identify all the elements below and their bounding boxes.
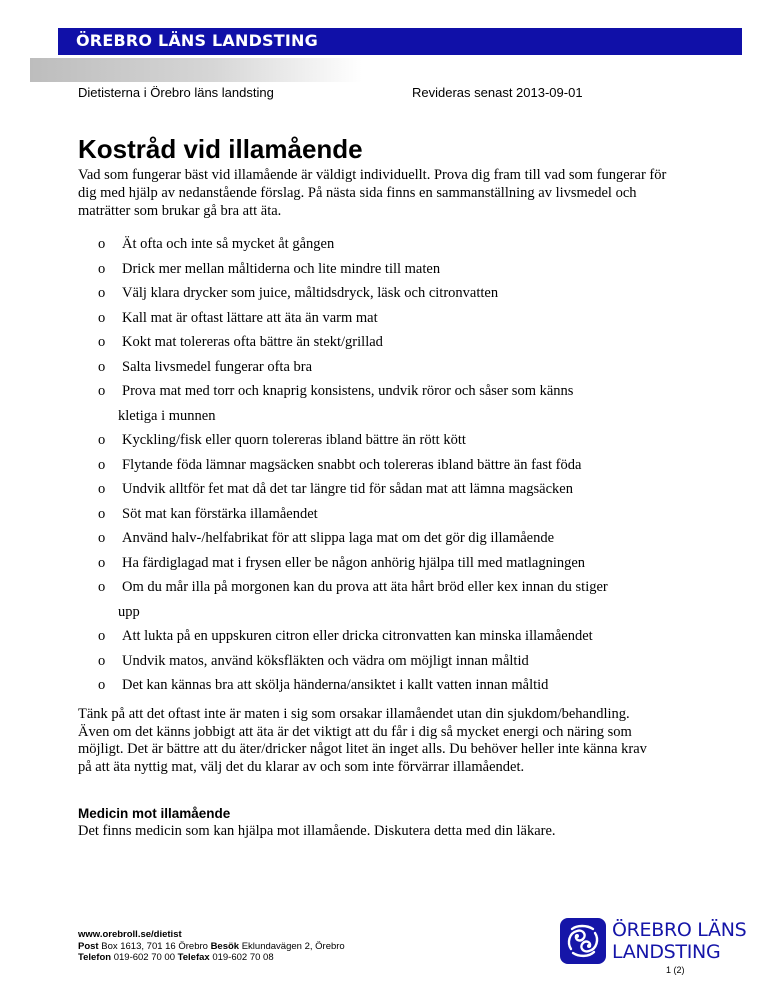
medicine-text: Det finns medicin som kan hjälpa mot illamående. Diskutera detta med din läkare. bbox=[78, 823, 556, 839]
header-gradient-strip bbox=[30, 58, 362, 82]
tip-item bbox=[78, 379, 678, 428]
closing-paragraph: Tänk på att det oftast inte är maten i sig som orsakar illamåendet utan din sjukdom/behandling. Även om det känns jobbigt att äta är det viktigt att du får i dig så mycket energi och näring som möjligt. Det är bättre att du äter/dricker något litet än inget alls. Du behöver heller inte känna krav på att äta nyttig mat, välj det du klarar av och som inte förvärrar illamåendet. bbox=[78, 706, 647, 775]
bullet-marker: o bbox=[98, 456, 106, 473]
tip-item bbox=[78, 649, 678, 674]
tip-text: Kyckling/fisk eller quorn tolereras ibland bättre än rött kött bbox=[122, 432, 466, 448]
medicine-heading: Medicin mot illamående bbox=[78, 806, 231, 821]
footer-post-label: Post bbox=[78, 940, 99, 952]
tip-item bbox=[78, 477, 678, 502]
tip-text: Använd halv-/helfabrikat för att slippa laga mat om det gör dig illamående bbox=[122, 530, 555, 546]
bullet-marker: o bbox=[98, 309, 106, 326]
bullet-marker: o bbox=[98, 383, 106, 399]
bullet-marker: o bbox=[98, 530, 106, 546]
tip-item bbox=[78, 673, 678, 698]
tip-text-continuation: kletiga i munnen bbox=[118, 407, 216, 424]
header-banner bbox=[58, 28, 742, 55]
tip-text: Drick mer mellan måltiderna och lite mindre till maten bbox=[122, 260, 441, 277]
tip-item bbox=[78, 330, 678, 355]
department-name: Dietisterna i Örebro läns landsting bbox=[78, 85, 274, 100]
bullet-marker: o bbox=[98, 285, 106, 301]
footer-visit-value: Eklundavägen 2, Örebro bbox=[241, 940, 345, 952]
footer-visit-label: Besök bbox=[210, 940, 240, 952]
revision-date: Revideras senast 2013-09-01 bbox=[412, 85, 583, 100]
tip-text: Ät ofta och inte så mycket åt gången bbox=[122, 236, 335, 252]
tip-item bbox=[78, 453, 678, 478]
tip-text: Välj klara drycker som juice, måltidsdryck, läsk och citronvatten bbox=[122, 285, 499, 301]
tip-text: Undvik matos, använd köksfläkten och vädra om möjligt innan måltid bbox=[122, 652, 529, 669]
tip-item bbox=[78, 232, 678, 257]
tip-item bbox=[78, 624, 678, 649]
logo-line-1: ÖREBRO LÄNS bbox=[612, 919, 747, 941]
county-logo bbox=[560, 918, 750, 968]
tip-text: Kall mat är oftast lättare att äta än varm mat bbox=[122, 309, 378, 326]
bullet-marker: o bbox=[98, 236, 106, 252]
tips-list bbox=[78, 232, 678, 698]
tip-text: Om du mår illa på morgonen kan du prova att äta hårt bröd eller kex innan du stiger bbox=[122, 579, 608, 595]
banner-title: ÖREBRO LÄNS LANDSTING bbox=[76, 31, 318, 50]
bullet-marker: o bbox=[98, 334, 106, 350]
bullet-marker: o bbox=[98, 260, 106, 277]
tip-text: Det kan kännas bra att skölja händerna/ansiktet i kallt vatten innan måltid bbox=[122, 677, 549, 693]
tip-text: Söt mat kan förstärka illamåendet bbox=[122, 505, 318, 522]
footer-phone-label: Telefon bbox=[78, 952, 112, 963]
footer-fax-label: Telefax bbox=[177, 952, 210, 963]
tip-text-continuation: upp bbox=[118, 603, 140, 620]
tip-item bbox=[78, 257, 678, 282]
tip-item bbox=[78, 281, 678, 306]
intro-paragraph: Vad som fungerar bäst vid illamående är väldigt individuellt. Prova dig fram till vad som fungerar för dig med hjälp av nedanstående förslag. På nästa sida finns en sammanställning av livsmedel och maträtter som brukar gå bra att äta. bbox=[78, 167, 667, 219]
tip-text: Ha färdiglagad mat i frysen eller be någon anhörig hjälpa till med matlagningen bbox=[122, 554, 586, 571]
footer-post-value: Box 1613, 701 16 Örebro bbox=[101, 940, 208, 952]
tip-item bbox=[78, 355, 678, 380]
tip-text: Flytande föda lämnar magsäcken snabbt och tolereras ibland bättre än fast föda bbox=[122, 456, 582, 473]
document-title: Kostråd vid illamående bbox=[78, 134, 363, 164]
tip-item bbox=[78, 502, 678, 527]
tip-text: Kokt mat tolereras ofta bättre än stekt/grillad bbox=[122, 334, 383, 350]
tip-item bbox=[78, 575, 678, 624]
tip-item bbox=[78, 306, 678, 331]
tip-item bbox=[78, 551, 678, 576]
bullet-marker: o bbox=[98, 652, 106, 669]
bullet-marker: o bbox=[98, 677, 106, 693]
bullet-marker: o bbox=[98, 579, 106, 595]
tip-text: Prova mat med torr och knaprig konsistens, undvik röror och såser som känns bbox=[122, 383, 574, 399]
bullet-marker: o bbox=[98, 432, 106, 448]
bullet-marker: o bbox=[98, 628, 106, 644]
tip-item bbox=[78, 526, 678, 551]
bullet-marker: o bbox=[98, 481, 106, 497]
tip-text: Salta livsmedel fungerar ofta bra bbox=[122, 358, 313, 375]
tip-text: Undvik alltför fet mat då det tar längre tid för sådan mat att lämna magsäcken bbox=[122, 481, 573, 497]
footer-website: www.orebroll.se/dietist bbox=[78, 929, 182, 940]
tip-item bbox=[78, 428, 678, 453]
bullet-marker: o bbox=[98, 358, 106, 375]
tip-text: Att lukta på en uppskuren citron eller dricka citronvatten kan minska illamåendet bbox=[122, 628, 593, 644]
page-number: 1 (2) bbox=[666, 965, 685, 975]
footer-phone-value: 019-602 70 00 bbox=[113, 952, 175, 963]
bullet-marker: o bbox=[98, 505, 106, 522]
county-emblem-icon bbox=[560, 918, 606, 964]
bullet-marker: o bbox=[98, 554, 106, 571]
footer-contact bbox=[78, 929, 345, 964]
logo-line-2: LANDSTING bbox=[612, 941, 721, 963]
footer-fax-value: 019-602 70 08 bbox=[212, 952, 274, 963]
